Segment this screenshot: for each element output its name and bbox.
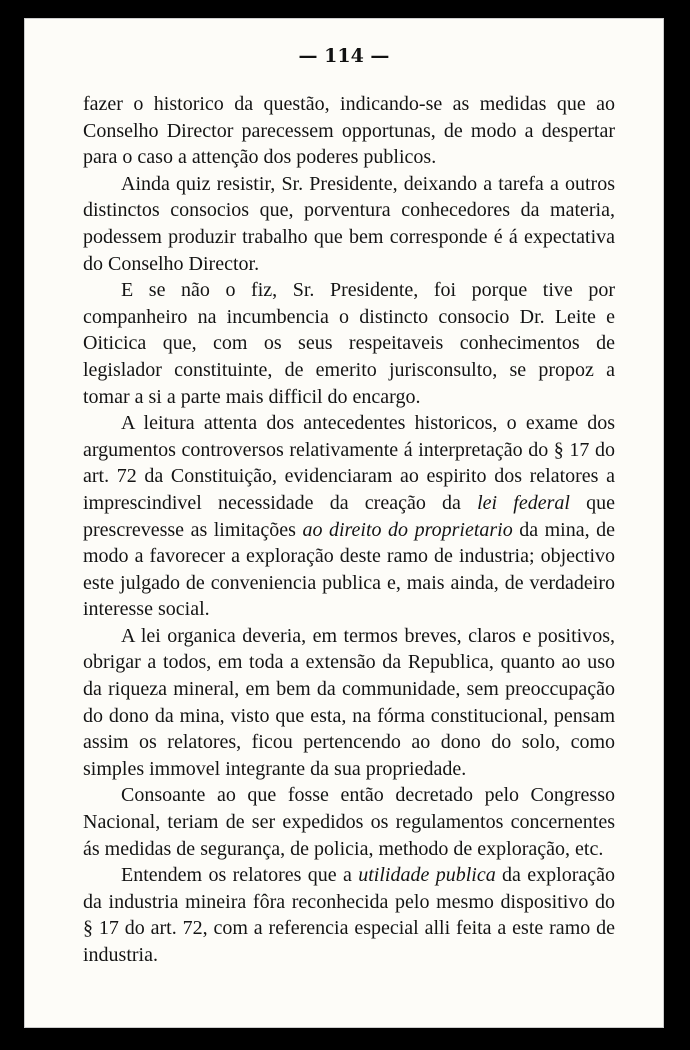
page-body <box>83 91 615 969</box>
paragraph-4-italic-a: lei federal <box>477 491 570 514</box>
paragraph-4-text-c: da mina, de modo a favorecer a exploração deste ramo de industria; objectivo este julgado de conveniencia publica e, mais ainda, de verdadeiro interesse social. <box>83 518 616 621</box>
paragraph-4-text-b: que prescrevesse as limitações <box>83 491 615 541</box>
paragraph-7-italic-a: utilidade publica <box>358 864 496 887</box>
page-number: — 114 — <box>298 45 390 67</box>
paragraph-4 <box>83 410 615 623</box>
book-page <box>24 18 664 1028</box>
paragraph-7-text-a: Entendem os relatores que a <box>121 864 359 887</box>
paragraph-4-italic-b: ao direito do proprietario <box>302 518 513 541</box>
paragraph-7-text-b: da exploração da industria mineira fôra reconhecida pelo mesmo dispositivo do § 17 do art. 72, com a referencia especial alli feita a este ramo de industria. <box>83 864 616 966</box>
paragraph-5: A lei organica deveria, em termos breves, claros e positivos, obrigar a todos, em toda a extensão da Republica, quanto ao uso da riqueza mineral, em bem da communidade, sem preoccupação do dono da mina, visto que esta, na fórma constitucional, pensam assim os relatores, ficou pertencendo ao dono do solo, como simples immovel integrante da sua propriedade. <box>83 624 615 780</box>
paragraph-2: Ainda quiz resistir, Sr. Presidente, deixando a tarefa a outros distinctos consocios que, porventura conhecedores da materia, podessem produzir trabalho que bem corresponde é á expectativa do Conselho Director. <box>83 172 615 275</box>
paragraph-4-text-a: A leitura attenta dos antecedentes historicos, o exame dos argumentos controversos relativamente á interpretação do § 17 do art. 72 da Constituição, evidenciaram ao espirito dos relatores a imprescindivel necessidade da creação da <box>83 412 615 514</box>
paragraph-1: fazer o historico da questão, indicando-se as medidas que ao Conselho Director parecessem opportunas, de modo a despertar para o caso a attenção dos poderes publicos. <box>83 93 615 169</box>
paragraph-3: E se não o fiz, Sr. Presidente, foi porque tive por companheiro na incumbencia o distincto consocio Dr. Leite e Oiticica que, com os seus respeitaveis conhecimentos de legislador constituinte, de emerito jurisconsulto, se propoz a tomar a si a parte mais difficil do encargo. <box>83 279 615 408</box>
paragraph-7 <box>83 862 615 968</box>
paragraph-6: Consoante ao que fosse então decretado pelo Congresso Nacional, teriam de ser expedidos os regulamentos concernentes ás medidas de segurança, de policia, methodo de exploração, etc. <box>83 784 615 860</box>
